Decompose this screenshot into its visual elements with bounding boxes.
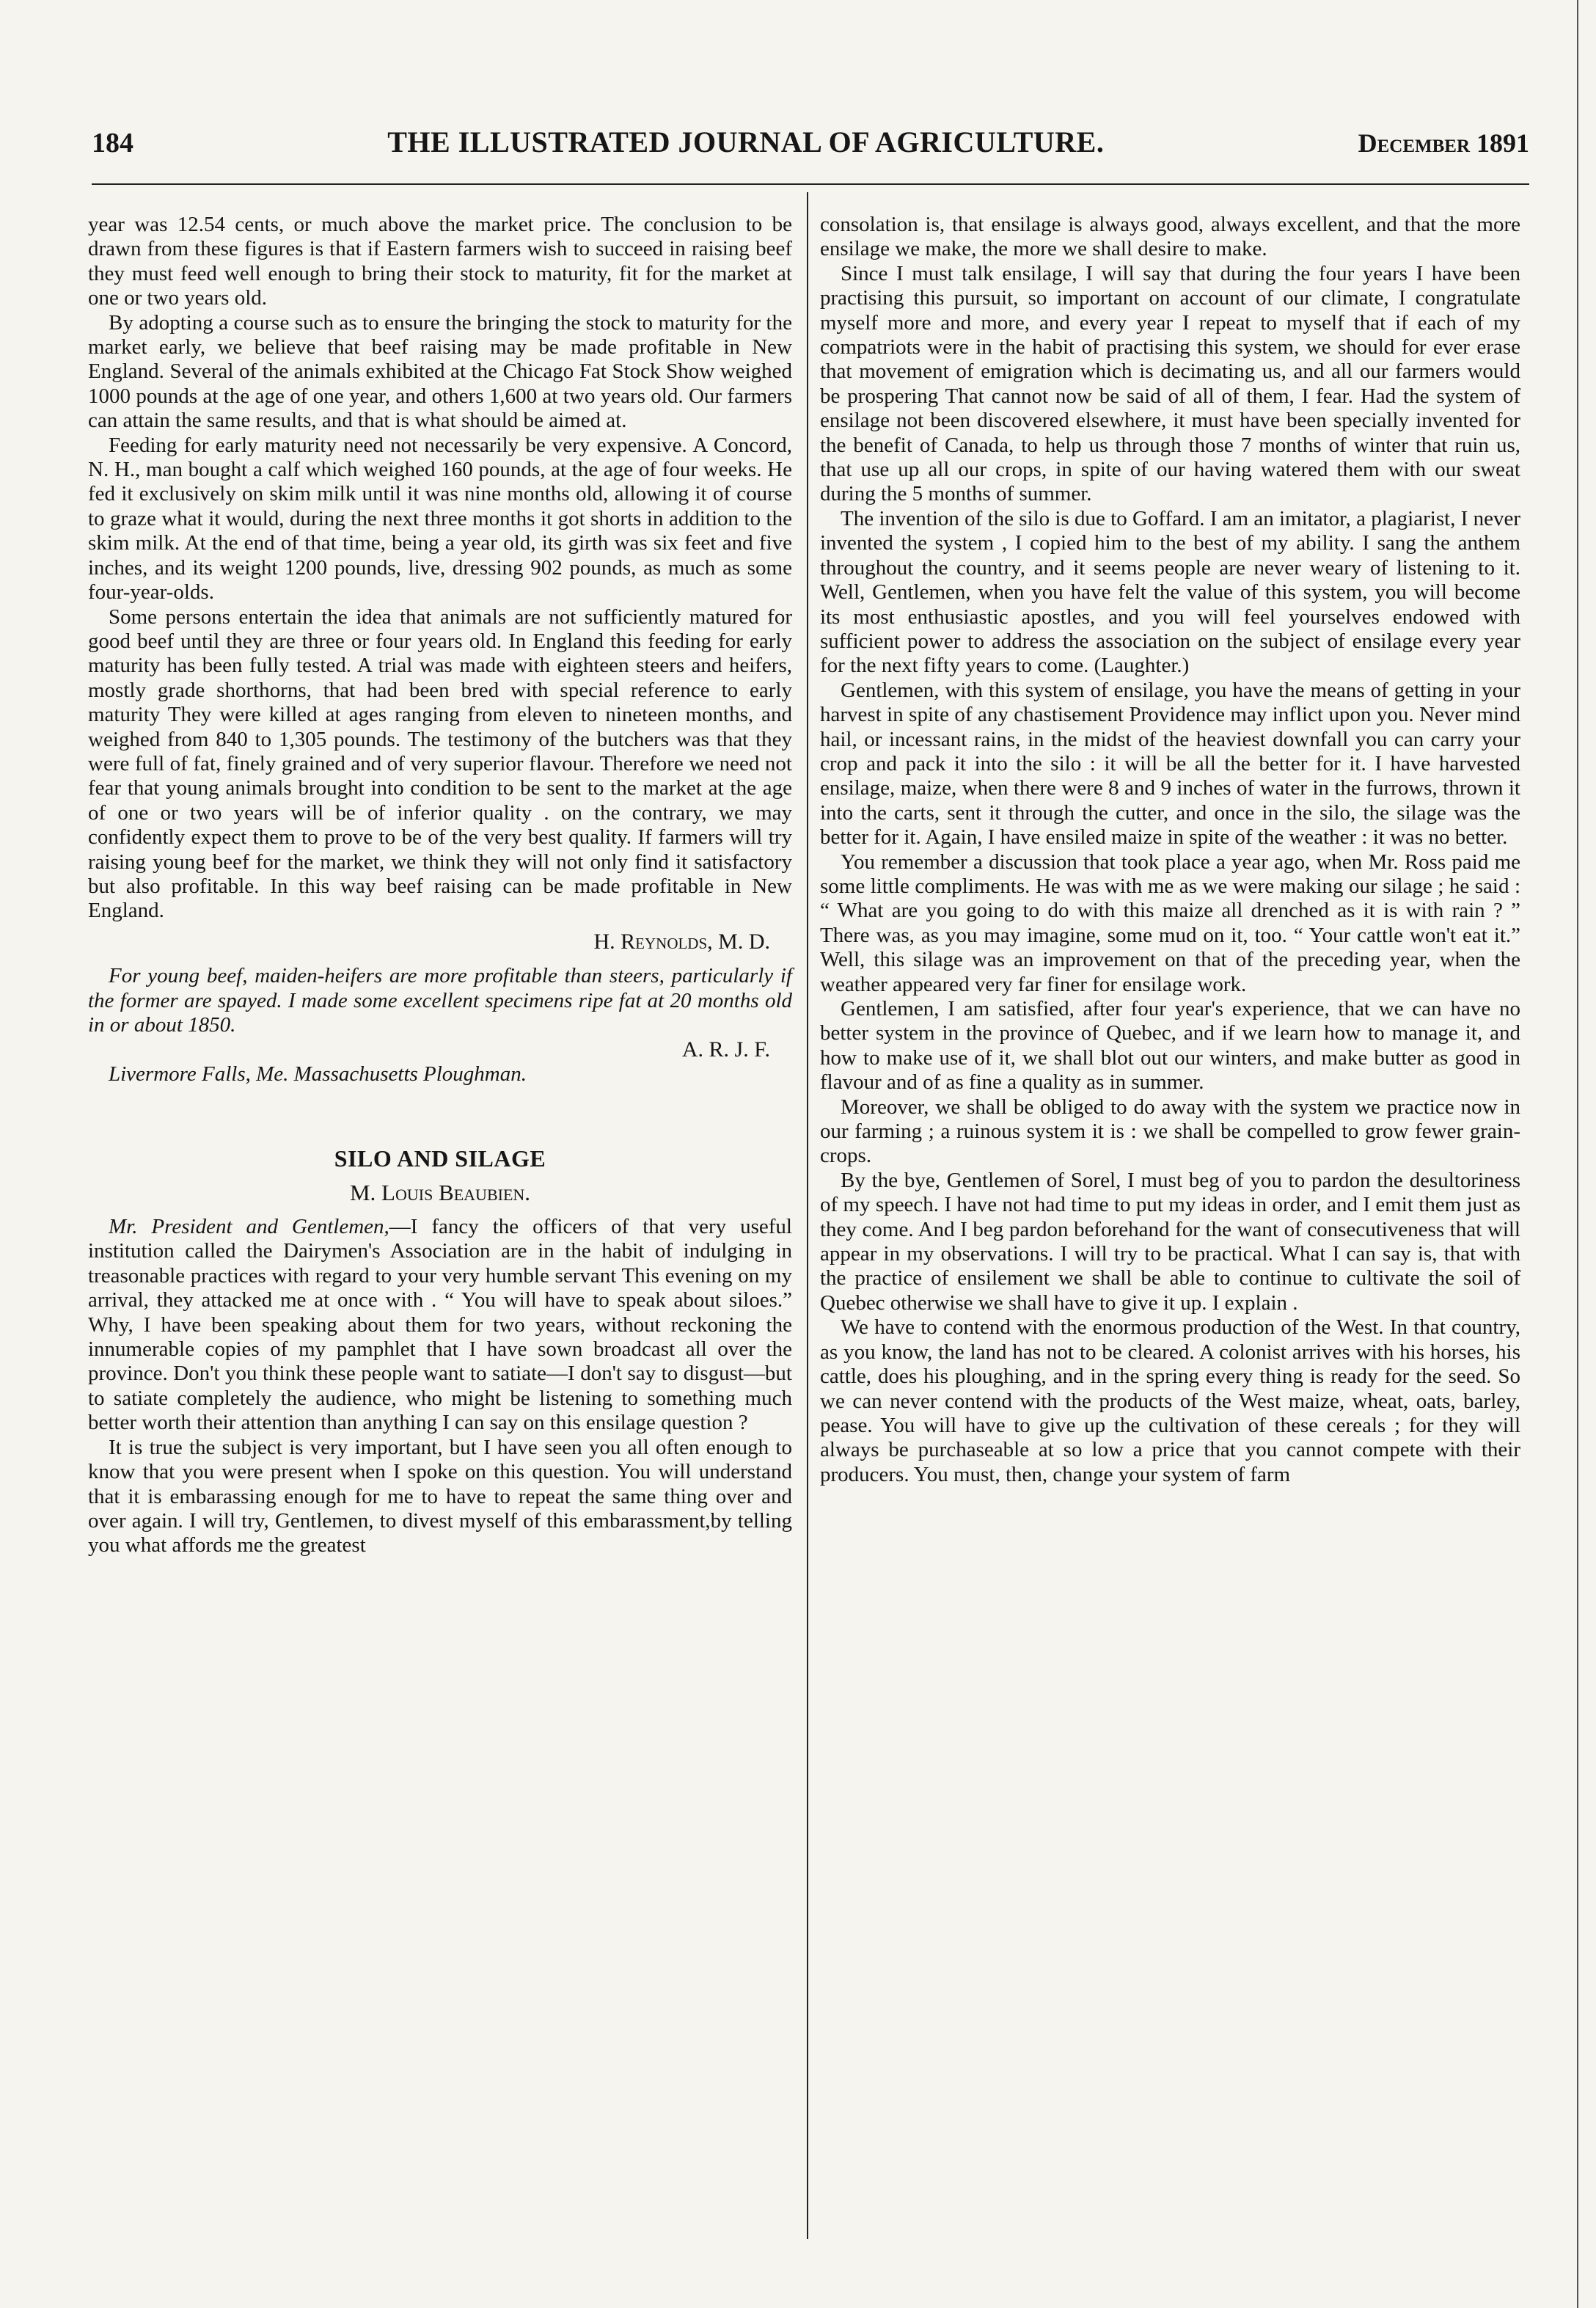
paragraph: year was 12.54 cents, or much above the market price. The conclusion to be drawn from these figures is that if Eastern farmers wish to succeed in raising beef they must feed well enough to bring their stock to maturity, fit for the market at one or two years old. (88, 213, 792, 310)
salutation: Mr. President and Gentlemen, (109, 1215, 389, 1239)
journal-title: THE ILLUSTRATED JOURNAL OF AGRICULTURE. (387, 125, 1105, 158)
page-header (92, 125, 1529, 169)
note-initials: A. R. J. F. (681, 1037, 770, 1062)
paragraph: Gentlemen, with this system of ensilage, you have the means of getting in your harvest in spite of any chastisement Providence may inflict upon you. Never mind hail, or incessant rains, in the midst of the heaviest downfall you can carry your crop and pack it into the silo : it will be all the better for it. I have harvested ensilage, maize, when there were 8 and 9 inches of water in the furrows, thrown it into the carts, sent it through the cutter, and once in the silo, the silage was the better for it. Again, I have ensiled maize in spite of the weather : it was no better. (820, 678, 1520, 850)
paragraph: The invention of the silo is due to Goffard. I am an imitator, a plagiarist, I never invented the system , I copied him to the best of my ability. I sang the anthem throughout the country, and it seems people are never weary of listening to it. Well, Gentlemen, when you have felt the value of this system, you will become its most enthusiastic apostles, and you will feel yourselves endowed with sufficient power to address the association on the subject of ensilage every year for the next fifty years to come. (Laughter.) (820, 506, 1520, 678)
section-author: M. Louis Beaubien. (349, 1179, 531, 1205)
source-citation: Livermore Falls, Me. Massachusetts Ploughman. (109, 1062, 527, 1086)
author-signature: H. Reynolds, M. D. (593, 929, 770, 954)
paragraph: consolation is, that ensilage is always good, always excellent, and that the more ensilage we make, the more we shall desire to make. (820, 213, 1520, 261)
editor-note: For young beef, maiden-heifers are more profitable than steers, particularly if the former are spayed. I made some excellent specimens ripe fat at 20 months old in or about 1850. (88, 964, 792, 1037)
paragraph: Moreover, we shall be obliged to do away with the system we practice now in our farming ; a ruinous system it is : we shall be compelled to grow fewer grain-crops. (820, 1095, 1520, 1168)
right-column (820, 213, 1520, 1487)
paragraph: Some persons entertain the idea that animals are not sufficiently matured for good beef until they are three or four years old. In England this feeding for early maturity has been fully tested. A trial was made with eighteen steers and heifers, mostly grade shorthorns, that had been bred with special reference to early maturity They were killed at ages ranging from eleven to nineteen months, and weighed from 840 to 1,305 pounds. The testimony of the butchers was that they were full of fat, finely grained and of very superior flavour. Therefore we need not fear that young animals brought into condition to be sent to the market at the age of one or two years will be of inferior quality . on the contrary, we may confidently expect them to prove to be of the very best quality. If farmers will try raising young beef for the market, we think they will not only find it satisfactory but also profitable. In this way beef raising can be made profitable in New England. (88, 605, 792, 923)
paragraph: It is true the subject is very important, but I have seen you all often enough to know that you were present when I spoke on this question. You will understand that it is embarassing enough for me to have to repeat the same thing over and over again. I will try, Gentlemen, to divest myself of this embarassment,by telling you what affords me the greatest (88, 1435, 792, 1557)
issue-date: December 1891 (1358, 128, 1529, 158)
paragraph: By adopting a course such as to ensure the bringing the stock to maturity for the market early, we believe that beef raising may be made profitable in New England. Several of the animals exhibited at the Chicago Fat Stock Show weighed 1000 pounds at the age of one year, and others 1,600 at two years old. Our farmers can attain the same results, and that is what should be aimed at. (88, 310, 792, 433)
speech-paragraph (88, 1215, 792, 1436)
page-edge-rule (1577, 0, 1578, 2308)
paragraph: Gentlemen, I am satisfied, after four year's experience, that we can have no better system in the province of Quebec, and if we learn how to manage it, and how to make use of it, we shall blot out our winters, and make butter as good in flavour and of as fine a quality as in summer. (820, 997, 1520, 1095)
header-rule (92, 183, 1529, 185)
paragraph: Since I must talk ensilage, I will say that during the four years I have been practising this pursuit, so important on account of our climate, I congratulate myself more and more, and every year I repeat to myself that if each of my compatriots were in the habit of practising this system, we should for ever erase that movement of emigration which is decimating us, and all our farmers would be prospering That cannot now be said of all of them, I fear. Had the system of ensilage not been discovered elsewhere, it must have been specially invented for the benefit of Canada, to help us through those 7 months of winter that ruin us, that use up all our crops, in spite of our having watered them with our sweat during the 5 months of summer. (820, 261, 1520, 506)
section-title: SILO AND SILAGE (334, 1145, 546, 1172)
page-number: 184 (92, 128, 133, 158)
paragraph: You remember a discussion that took place a year ago, when Mr. Ross paid me some little compliments. He was with me as we were making our silage ; he said : “ What are you going to do with this maize all drenched as it is with rain ? ” There was, as you may imagine, some mud on it, too. “ Your cattle won't eat it.” Well, this silage was an improvement on that of the preceding year, when the weather appeared very far finer for ensilage work. (820, 850, 1520, 996)
left-column (88, 213, 792, 1558)
paragraph: Feeding for early maturity need not necessarily be very expensive. A Concord, N. H., man bought a calf which weighed 160 pounds, at the age of four weeks. He fed it exclusively on skim milk until it was nine months old, allowing it of course to graze what it would, during the next three months it got shorts in addition to the skim milk. At the end of that time, being a year old, its girth was six feet and five inches, and its weight 1200 pounds, live, dressing 902 pounds, as much as some four-year-olds. (88, 433, 792, 605)
paragraph: We have to contend with the enormous production of the West. In that country, as you know, the land has not to be cleared. A colonist arrives with his horses, his cattle, does his ploughing, and in the spring every thing is ready for the seed. So we can never contend with the products of the West maize, wheat, oats, barley, pease. You will have to give up the cultivation of these cereals ; for they will always be purchaseable at so low a price that you cannot compete with their producers. You must, then, change your system of farm (820, 1315, 1520, 1486)
paragraph: By the bye, Gentlemen of Sorel, I must beg of you to pardon the desultoriness of my speech. I have not had time to put my ideas in order, and I emit them just as they come. And I beg pardon beforehand for the want of consecutiveness that will appear in my observations. I will try to be practical. What I can say is, that with the practice of ensilement we shall be able to continue to cultivate the soil of Quebec otherwise we shall have to give it up. I explain . (820, 1168, 1520, 1315)
column-divider (807, 192, 808, 2239)
speech-text: —I fancy the officers of that very useful institution called the Dairymen's Association are in the habit of indulging in treasonable practices with regard to your very humble servant This evening on my arrival, they attacked me at once with . “ You will have to speak about siloes.” Why, I have been speaking about them for two years, without reckoning the innumerable copies of my pamphlet that I have sown broadcast all over the province. Don't you think these people want to satiate—I don't say to disgust—but to satiate completely the audience, who might be listening to something much better worth their attention than anything I can say on this ensilage question ? (88, 1215, 792, 1435)
